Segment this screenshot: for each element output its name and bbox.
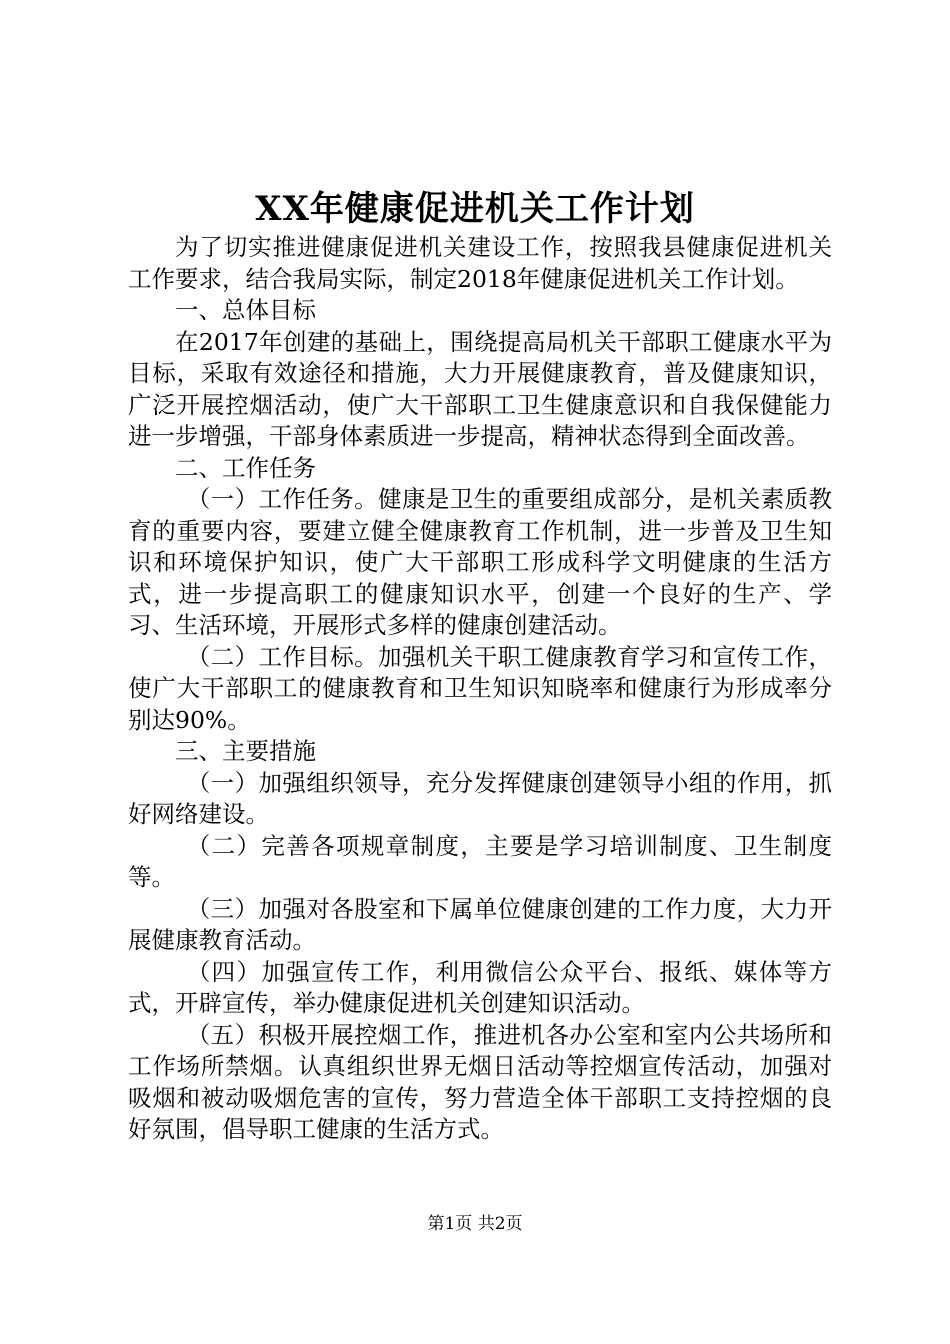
section-heading-tasks: 二、工作任务 [175,453,316,482]
document-title: XX年健康促进机关工作计划 [255,189,695,229]
paragraph-task-2: （二）工作目标。加强机关干职工健康教育学习和宣传工作，使广大干部职工的健康教育和卫生知识知晓率和健康行为形成率分别达90%。 [128,642,832,734]
paragraph-measure-5: （五）积极开展控烟工作，推进机各办公室和室内公共场所和工作场所禁烟。认真组织世界无烟日活动等控烟宣传活动，加强对吸烟和被动吸烟危害的宣传，努力营造全体干部职工支持控烟的良好氛围，倡导职工健康的生活方式。 [128,1020,832,1143]
paragraph-goals: 在2017年创建的基础上，围绕提高局机关干部职工健康水平为目标，采取有效途径和措施，大力开展健康教育，普及健康知识，广泛开展控烟活动，使广大干部职工卫生健康意识和自我保健能力进一步增强，干部身体素质进一步提高，精神状态得到全面改善。 [128,327,832,450]
section-heading-goals: 一、总体目标 [175,296,316,324]
paragraph-measure-2: （二）完善各项规章制度，主要是学习培训制度、卫生制度等。 [128,831,832,891]
paragraph-intro: 为了切实推进健康促进机关建设工作，按照我县健康促进机关工作要求，结合我局实际，制定2018年健康促进机关工作计划。 [128,233,832,293]
paragraph-measure-3: （三）加强对各股室和下属单位健康创建的工作力度，大力开展健康教育活动。 [128,894,832,954]
paragraph-measure-1: （一）加强组织领导，充分发挥健康创建领导小组的作用，抓好网络建设。 [128,768,832,828]
document-body [128,232,832,1146]
paragraph-task-1: （一）工作任务。健康是卫生的重要组成部分，是机关素质教育的重要内容，要建立健全健康教育工作机制，进一步普及卫生知识和环境保护知识，使广大干部职工形成科学文明健康的生活方式，进一步提高职工的健康知识水平，创建一个良好的生产、学习、生活环境，开展形式多样的健康创建活动。 [128,485,832,639]
page-number-footer: 第1页 共2页 [427,1214,523,1234]
section-heading-measures: 三、主要措施 [175,737,316,765]
paragraph-measure-4: （四）加强宣传工作，利用微信公众平台、报纸、媒体等方式，开辟宣传，举办健康促进机关创建知识活动。 [128,957,832,1017]
